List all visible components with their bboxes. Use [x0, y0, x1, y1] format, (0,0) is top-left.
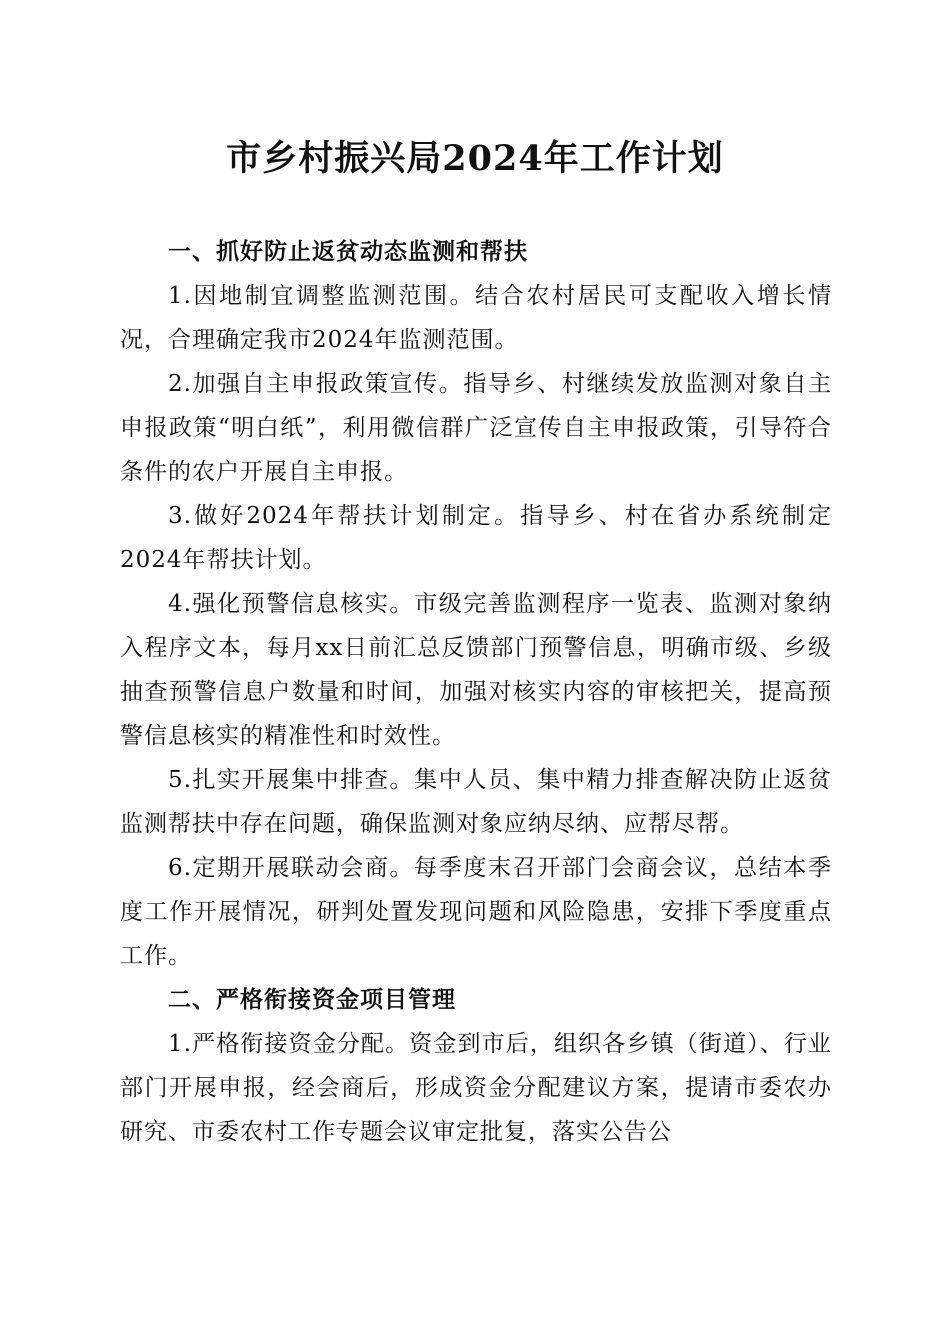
- paragraph: 3.做好2024年帮扶计划制定。指导乡、村在省办系统制定2024年帮扶计划。: [120, 503, 832, 573]
- paragraph: 4.强化预警信息核实。市级完善监测程序一览表、监测对象纳入程序文本，每月xx日前汇总反馈部门预警信息，明确市级、乡级抽查预警信息户数量和时间，加强对核实内容的审核把关，提高预警信息核实的精准性和时效性。: [120, 591, 832, 749]
- section-heading-1: 一、抓好防止返贫动态监测和帮扶: [168, 239, 528, 265]
- document-body: [120, 230, 832, 1154]
- document-title: 市乡村振兴局2024年工作计划: [226, 138, 724, 179]
- paragraph: 1.严格衔接资金分配。资金到市后，组织各乡镇（街道）、行业部门开展申报，经会商后，形成资金分配建议方案，提请市委农办研究、市委农村工作专题会议审定批复，落实公告公: [120, 1031, 832, 1145]
- paragraph: 5.扎实开展集中排查。集中人员、集中精力排查解决防止返贫监测帮扶中存在问题，确保监测对象应纳尽纳、应帮尽帮。: [120, 767, 832, 837]
- paragraph: 1.因地制宜调整监测范围。结合农村居民可支配收入增长情况，合理确定我市2024年监测范围。: [120, 283, 832, 353]
- paragraph: 6.定期开展联动会商。每季度末召开部门会商会议，总结本季度工作开展情况，研判处置发现问题和风险隐患，安排下季度重点工作。: [120, 855, 832, 969]
- section-heading-2: 二、严格衔接资金项目管理: [168, 987, 456, 1013]
- paragraph: 2.加强自主申报政策宣传。指导乡、村继续发放监测对象自主申报政策“明白纸”，利用微信群广泛宣传自主申报政策，引导符合条件的农户开展自主申报。: [120, 371, 832, 485]
